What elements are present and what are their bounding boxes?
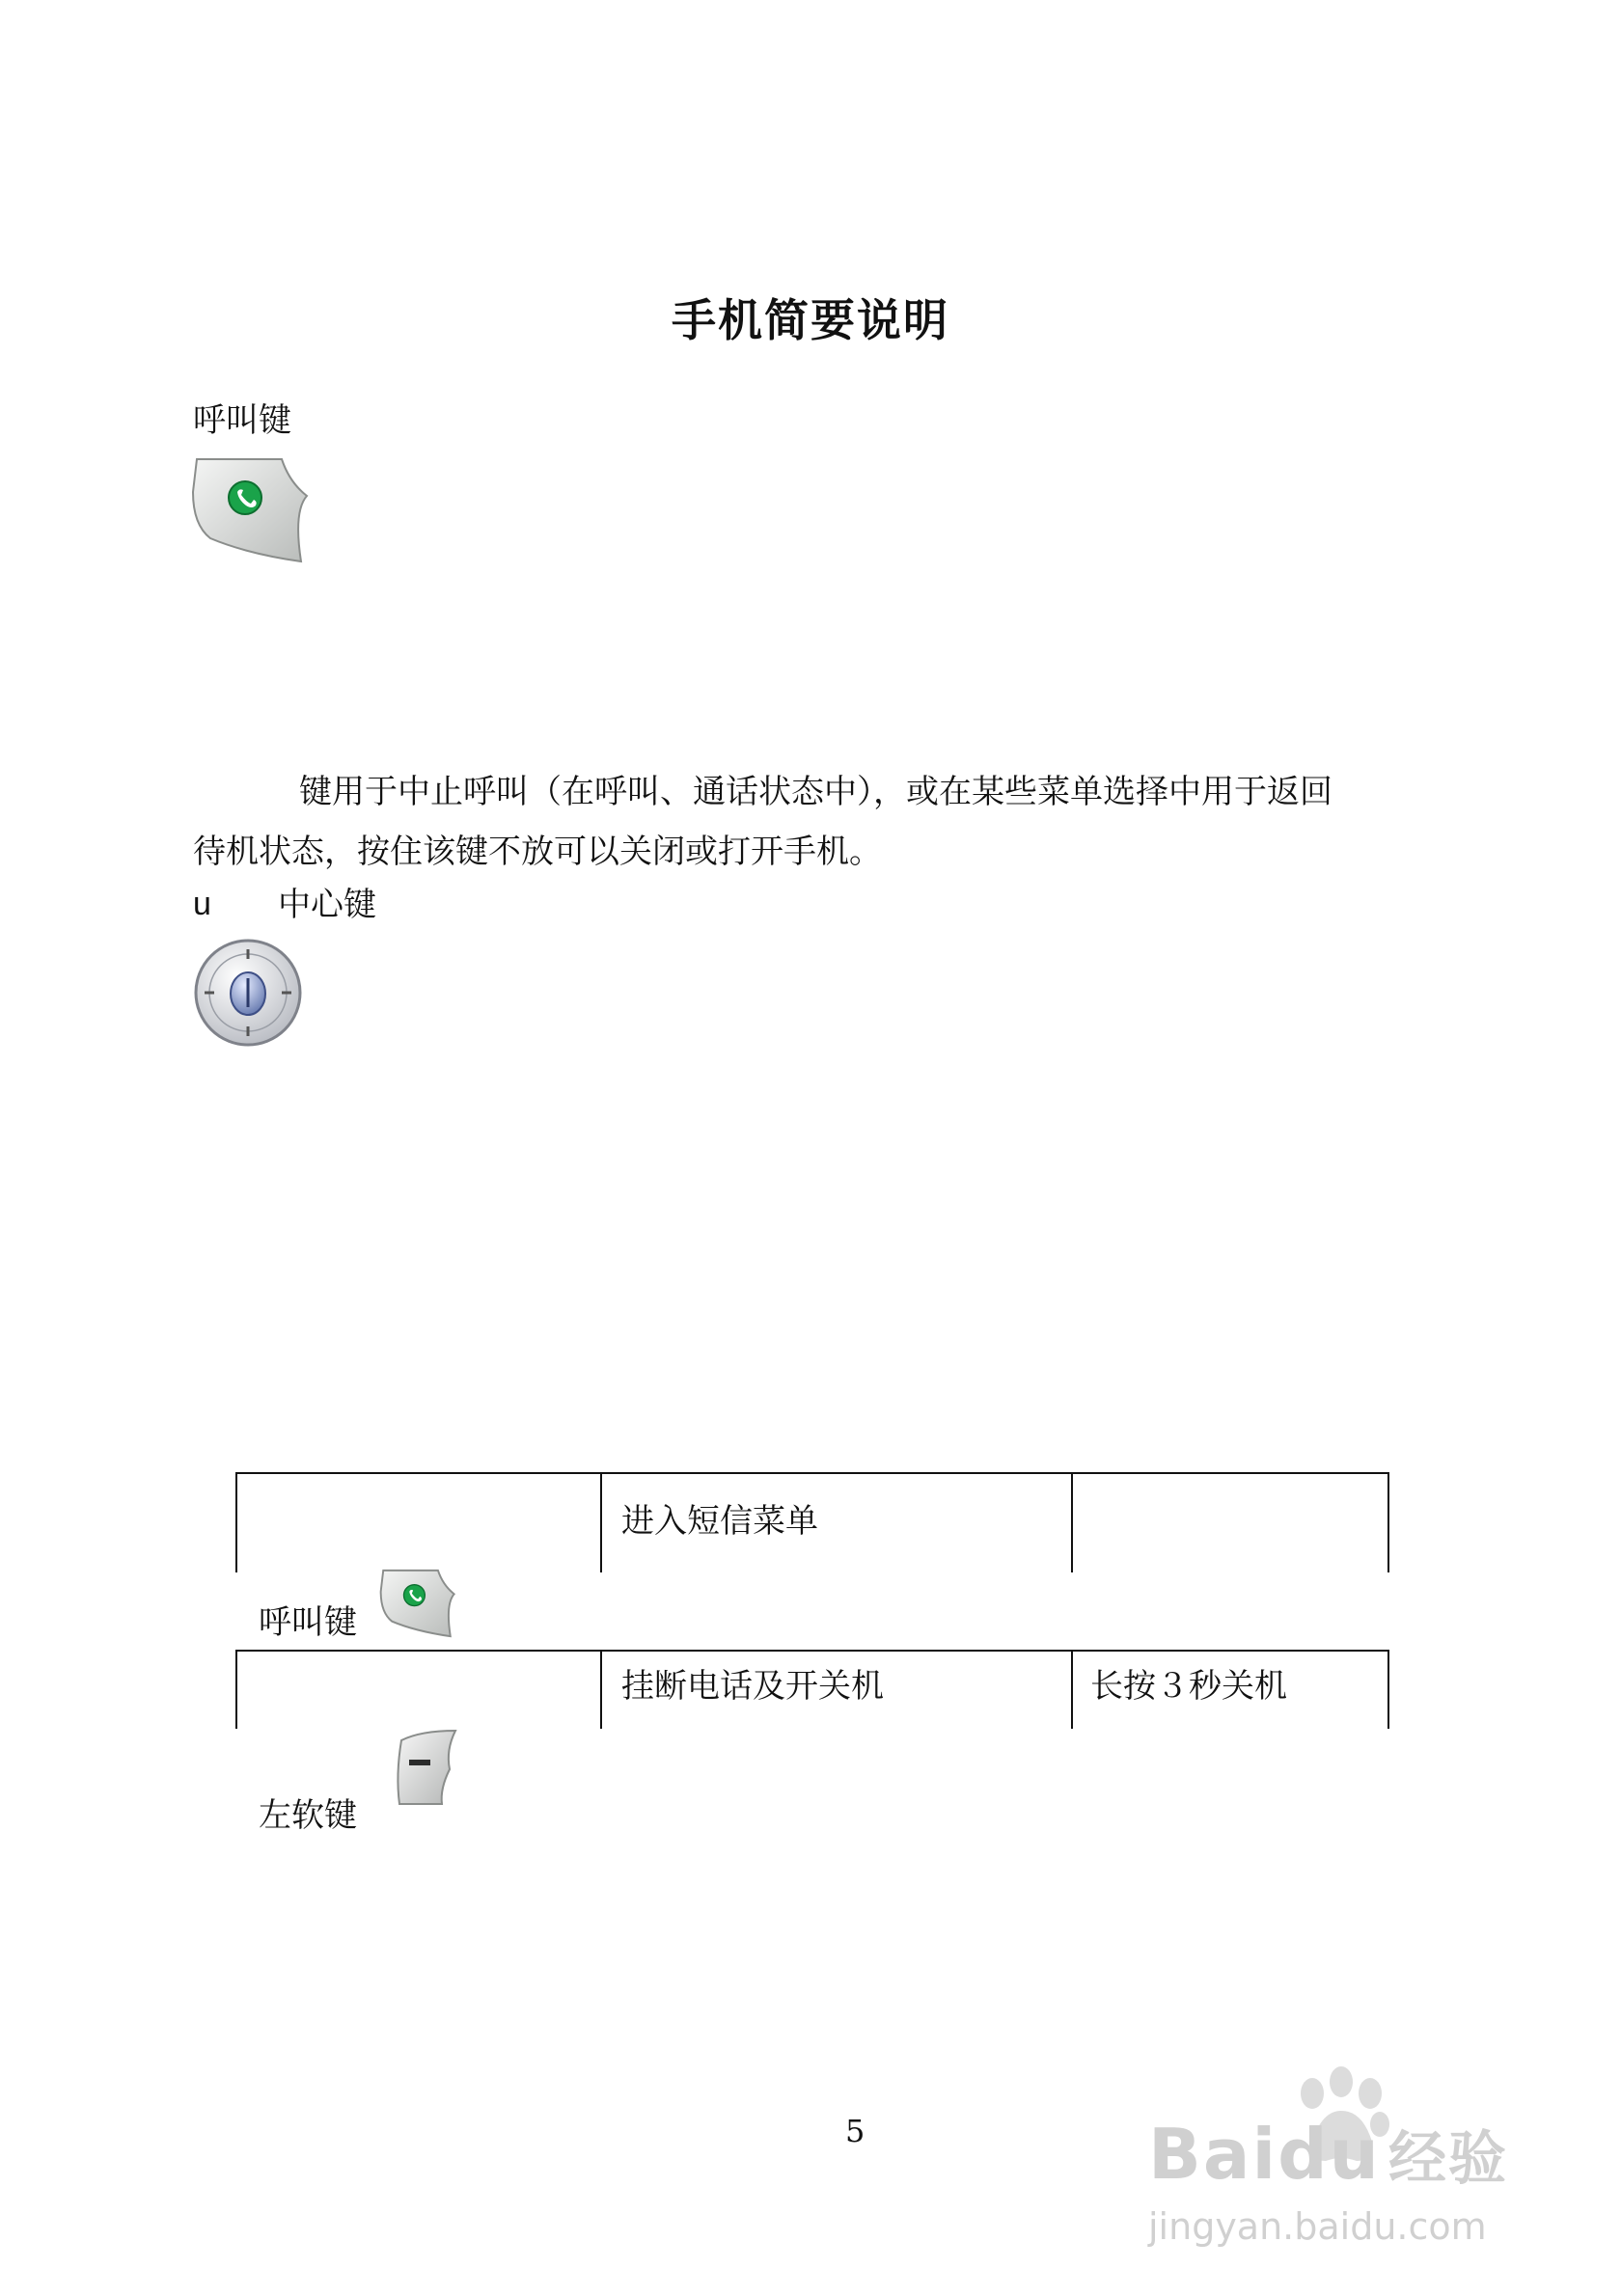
left-soft-key-label: 左软键 — [259, 1796, 357, 1835]
call-key-icon — [189, 453, 309, 567]
table-row-1-col-2: 进入短信菜单 — [621, 1502, 818, 1541]
call-key-icon — [378, 1567, 455, 1640]
page-title: 手机简要说明 — [672, 294, 949, 346]
table-row-2-col-3: 长按３秒关机 — [1090, 1667, 1287, 1706]
paragraph-line-1: 键用于中止呼叫（在呼叫、通话状态中），或在某些菜单选择中用于返回 — [299, 773, 1333, 811]
center-key-label: 中心键 — [278, 886, 376, 924]
bullet-marker: u — [193, 886, 211, 922]
table-row-2-col-2: 挂断电话及开关机 — [621, 1667, 884, 1706]
paragraph-line-2: 待机状态，按住该键不放可以关闭或打开手机。 — [193, 833, 882, 871]
center-navigation-key-icon — [191, 936, 305, 1050]
watermark-brand — [1148, 2113, 1508, 2196]
left-soft-key-icon — [392, 1727, 465, 1808]
watermark-brand-text: Baidu — [1148, 2114, 1381, 2195]
watermark-url: jingyan.baidu.com — [1148, 2205, 1487, 2248]
watermark-suffix: 经验 — [1387, 2125, 1508, 2193]
table-call-key-label: 呼叫键 — [259, 1603, 357, 1642]
page-number: 5 — [845, 2113, 865, 2149]
call-key-label: 呼叫键 — [193, 401, 291, 440]
call-key-description — [193, 762, 1457, 882]
